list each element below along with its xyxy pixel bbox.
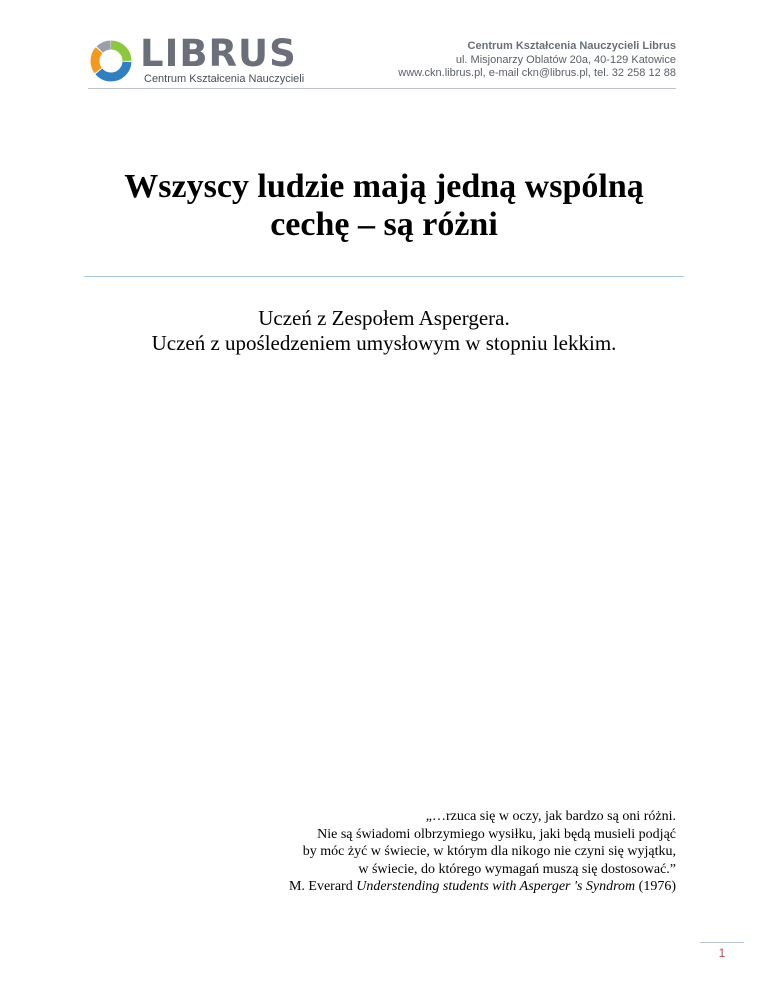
- organization-info: [398, 40, 676, 81]
- quote-line-3: by móc żyć w świecie, w którym dla nikogo nie czyni się wyjątku,: [302, 844, 676, 860]
- librus-logo: [88, 34, 308, 84]
- quote-work-title: Understending students with Asperger 's Syndrom: [356, 879, 636, 895]
- org-address: ul. Misjonarzy Oblatów 20a, 40-129 Katowice: [455, 53, 676, 66]
- quote-year: (1976): [635, 879, 676, 895]
- page-number: 1: [718, 946, 726, 960]
- quote-line-2: Nie są świadomi olbrzymiego wysiłku, jaki będą musieli podjąć: [317, 826, 676, 842]
- logo-subtitle: Centrum Kształcenia Nauczycieli: [144, 73, 305, 85]
- epigraph-quote: [289, 808, 676, 896]
- quote-author: M. Everard: [288, 879, 357, 895]
- subtitle-line-2: Uczeń z upośledzeniem umysłowym w stopniu lekkim.: [151, 331, 617, 355]
- quote-line-1: „…rzuca się w oczy, jak bardzo są oni różni.: [425, 809, 676, 824]
- title-line-1: Wszyscy ludzie mają jedną wspólną: [124, 168, 644, 205]
- document-title: [60, 168, 708, 244]
- org-contact: www.ckn.librus.pl, e-mail ckn@librus.pl, tel. 32 258 12 88: [398, 67, 676, 79]
- librus-logo-icon: [88, 38, 134, 84]
- subtitle-line-1: Uczeń z Zespołem Aspergera.: [258, 306, 510, 330]
- header-divider: [88, 88, 676, 89]
- org-name: Centrum Kształcenia Nauczycieli Librus: [467, 40, 676, 52]
- document-subtitle: [60, 306, 708, 356]
- title-divider: [84, 276, 684, 277]
- quote-line-4: w świecie, do którego wymagań muszą się dostosować.”: [358, 861, 676, 877]
- quote-attribution: [289, 878, 676, 896]
- logo-wordmark: LIBRUS: [140, 32, 297, 75]
- title-line-2: cechę – są różni: [270, 206, 498, 243]
- page-number-rule: [700, 942, 744, 943]
